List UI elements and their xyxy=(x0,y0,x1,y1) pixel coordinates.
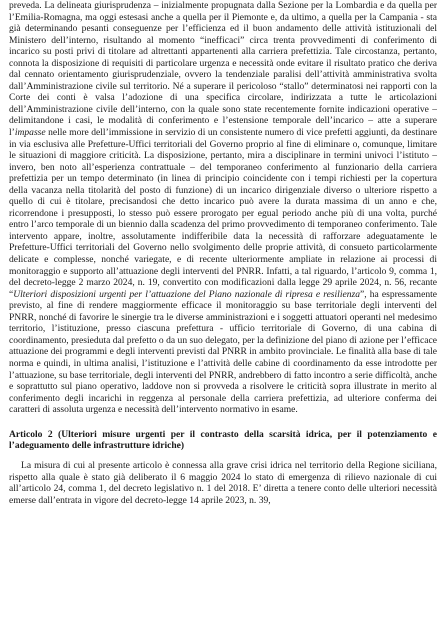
intro-text-part-3: ”, ha espressamente previsto, al fine di rendere maggiormente efficace il monitoraggio su base territoriale degli interventi del PNRR, nonché di favorire le sinergie tra le diverse amministrazioni e i soggetti attuatori operanti nel medesimo territorio, l’istituzione, presso ciascuna prefettura - ufficio territoriale di Governo, di una cabina di coordinamento, presieduta dal prefetto o da un suo delegato, per la definizione del piano di azione per l’efficace attuazione dei programmi e degli interventi previsti dal PNRR in ambito provinciale. Le finalità alla base di tale norma e quindi, in ultima analisi, l’istituzione e l’attività delle cabine di coordinamento da esse introdotte per l’attuazione, su base territoriale, degli interventi del PNRR, andrebbero di fatto incontro a serie difficoltà, anche e soprattutto sul piano operativo, laddove non si provveda a risolvere le criticità sopra illustrate in merito al conferimento degli incarichi in reggenza al personale della carriera prefettizia, ad ulteriore conferma dei caratteri di assoluta urgenza e necessità dell’intervento normativo in esame. xyxy=(9,288,437,416)
intro-text-part-2: nelle more dell’immissione in servizio di un consistente numero di vice prefetti aggiunti, da destinare in via esclusiva alle Prefetture-Uffici territoriali del Governo proprio al fine di eliminare o, comunque, limitare le situazioni di maggiore criticità. La disposizione, pertanto, mira a disciplinare in termini univoci l’istituto – invero, ben noto all’esperienza contrattuale – del temporaneo conferimento al funzionario della carriera prefettizia per un tempo determinato (in linea di principio coincidente con i tempi richiesti per la copertura della vacanza nella titolarità del posto di funzione) di un incarico dirigenziale diverso o ulteriore rispetto a quello di cui è titolare, precisandosi che detto incarico può avere la durata massima di un anno e che, ricorrendone i presupposti, lo stesso può essere prorogato per egual periodo anche più di una volta, purché entro l’arco temporale di un biennio dalla scadenza del primo provvedimento di temporaneo conferimento. Tale intervento appare, inoltre, assolutamente indifferibile data la necessità di rafforzare adeguatamente le Prefetture-Uffici territoriali del Governo nello svolgimento delle proprie attività, di consueto particolarmente delicate e complesse, nonché variegate, e di recente ulteriormente ampliate in relazione ai processi di monitoraggio e supporto all’attuazione degli interventi del PNRR. Infatti, a tal riguardo, l’articolo 9, comma 1, del decreto-legge 2 marzo 2024, n. 19, convertito con modificazioni dalla legge 29 aprile 2024, n. 56, recante “ xyxy=(9,127,437,300)
intro-text-part-1: preveda. La delineata giurisprudenza – inizialmente propugnata dalla Sezione per la Lombardia e da quella per l’Emilia-Romagna, ma oggi estesasi anche a quella per il Piemonte e, da ultimo, a quella per la Campania - sta già determinando pesanti conseguenze per l’efficienza ed il buon andamento delle attività istituzionali del Ministero dell’interno, risultando al momento “inefficaci” circa trenta provvedimenti di conferimento di incarico su posti privi di titolare ad altrettanti appartenenti alla carriera prefettizia. Tale circostanza, pertanto, connota la disposizione di requisiti di particolare urgenza e necessità onde evitare il risultato pratico che deriva dal cennato orientamento giurisprudenziale, ovvero la tendenziale paralisi dell’attività amministrativa svolta dall’Amministrazione civile sul territorio. Né a superare il pericoloso “stallo” determinatosi nei rapporti con la Corte dei conti è valsa l’adozione di una specifica circolare, indirizzata a tutte le articolazioni dell’Amministrazione civile dell’interno, con la quale sono state recentemente fornite indicazioni operative – delimitandone i casi, le modalità di conferimento e l’estensione temporale dell’incarico – atte a superare l’ xyxy=(9,0,437,139)
intro-italic-impasse: impasse xyxy=(14,127,46,139)
intro-italic-pnrr-title: Ulteriori disposizioni urgenti per l’attuazione del Piano nazionale di ripresa e resilienza xyxy=(13,288,360,300)
document-page xyxy=(9,0,437,640)
article-2-paragraph-1: La misura di cui al presente articolo è connessa alla grave crisi idrica nel territorio della Regione siciliana, rispetto alla quale è stato già deliberato il 6 maggio 2024 lo stato di emergenza di rilievo nazionale di cui all’articolo 24, comma 1, del decreto legislativo n. 1 del 2018. E’ diretta a tenere conto delle ulteriori necessità emerse dall’entrata in vigore del decreto-legge 14 aprile 2023, n. 39, xyxy=(9,460,437,506)
article-gap xyxy=(9,452,437,460)
intro-paragraph xyxy=(9,0,437,416)
article-2-heading: Articolo 2 (Ulteriori misure urgenti per il contrasto della scarsità idrica, per il potenziamento e l’adeguamento delle infrastrutture idriche) xyxy=(9,428,437,452)
